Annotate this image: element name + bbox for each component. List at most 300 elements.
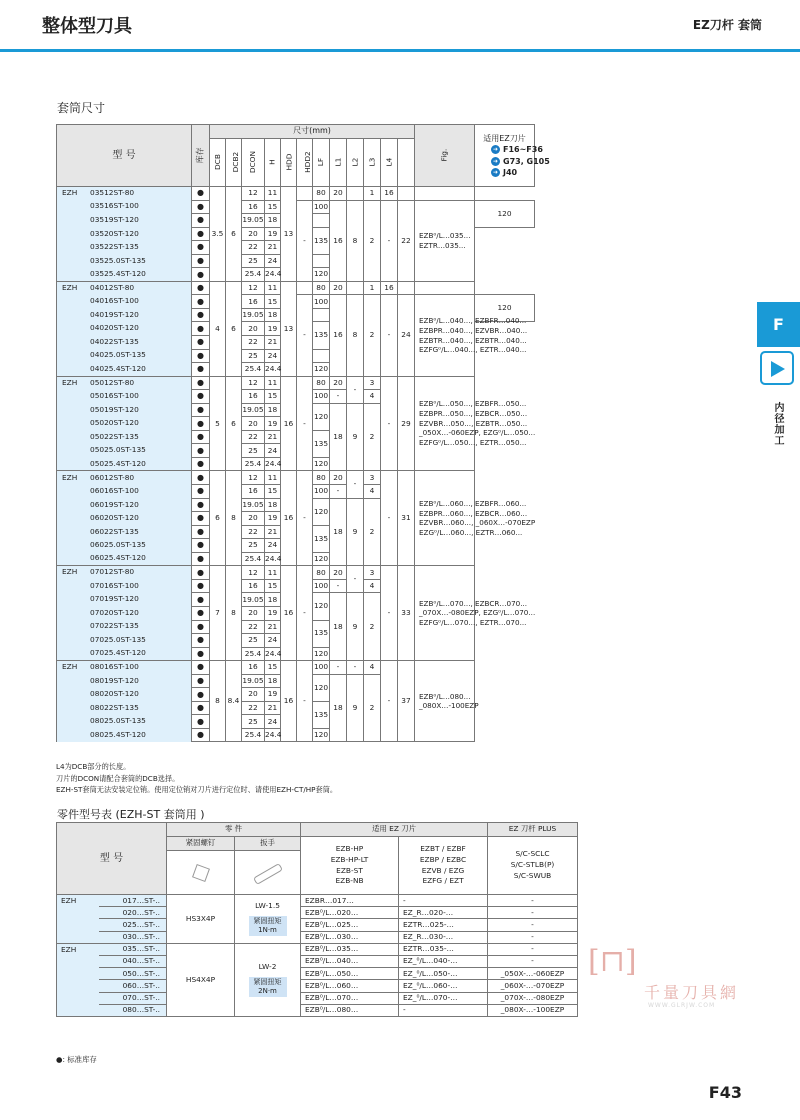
insert-line: EZB⁰/L…050..., EZBFR…050... xyxy=(419,399,527,409)
l2-header: L2 xyxy=(347,139,364,187)
model-cell: 03525.0ST-135 xyxy=(57,254,192,268)
parts-model-cell: 070…ST-.. xyxy=(99,992,167,1004)
dcon-cell: 25.4 xyxy=(242,363,265,377)
dcon-cell: 20 xyxy=(242,606,265,620)
l2-cell: - xyxy=(347,566,364,593)
dcon-header: DCON xyxy=(242,139,265,187)
lf-cell: 120 xyxy=(313,728,330,742)
hdd2-cell: - xyxy=(297,376,313,471)
h-cell: 24 xyxy=(265,539,281,553)
applies-b-cell: EZ_⁰/L…040-… xyxy=(399,955,488,967)
applies-b-cell: EZ_⁰/L…050-… xyxy=(399,968,488,980)
stock-dot: ● xyxy=(192,430,210,444)
insert-line: _080X…-100EZP xyxy=(419,701,479,711)
arrow-icon: ➜ xyxy=(492,168,499,176)
l3-cell: - xyxy=(381,295,398,376)
insert-line: EZBPR…040..., EZVBR…040... xyxy=(419,325,528,335)
h-cell: 15 xyxy=(265,579,281,593)
stock-dot: ● xyxy=(192,512,210,526)
l2-cell: - xyxy=(347,471,364,498)
l1-cell: 20 xyxy=(330,281,347,295)
h-cell: 24.4 xyxy=(265,363,281,377)
dcb2-cell: 6 xyxy=(226,376,242,471)
model-cell: 06025.4ST-120 xyxy=(57,552,192,566)
plus-cell: - xyxy=(488,895,578,907)
screw-icon xyxy=(167,851,235,895)
dcon-cell: 16 xyxy=(242,661,265,675)
applies-a-cell: EZBR…017… xyxy=(301,895,399,907)
torque-badge: 紧固扭矩 2N·m xyxy=(249,977,287,997)
stock-dot: ● xyxy=(192,254,210,268)
h-cell: 24 xyxy=(265,349,281,363)
section-tab-label: 内径加工 xyxy=(772,402,783,446)
screw-cell: HS3X4P xyxy=(167,895,235,944)
fig-cell: 4 xyxy=(364,390,381,404)
dcon-cell: 19.05 xyxy=(242,403,265,417)
parts-table xyxy=(56,822,578,1017)
h-cell: 24 xyxy=(265,634,281,648)
applies-b-cell: EZTR…035-… xyxy=(399,943,488,955)
insert-line: EZB⁰/L…060..., EZBFR…060... xyxy=(419,498,527,508)
dcon-cell: 19.05 xyxy=(242,308,265,322)
insert-cell xyxy=(415,471,536,566)
dcon-cell: 25 xyxy=(242,444,265,458)
l1-cell: 20 xyxy=(330,376,347,390)
hdd-cell: 16 xyxy=(281,661,297,742)
parts-prefix-cell xyxy=(57,955,99,967)
stock-dot: ● xyxy=(192,241,210,255)
l3-cell: - xyxy=(381,566,398,661)
watermark-logo-icon: [⊓] xyxy=(588,944,637,979)
l2-cell xyxy=(347,187,364,201)
dcon-cell: 20 xyxy=(242,227,265,241)
l4-cell: 37 xyxy=(398,661,415,742)
model-cell: EZH 03512ST-80 xyxy=(57,187,192,201)
model-cell: 03525.4ST-120 xyxy=(57,268,192,282)
dcon-cell: 25.4 xyxy=(242,552,265,566)
l1-cell: - xyxy=(330,390,347,404)
applies-a-cell: EZB⁰/L…035… xyxy=(301,943,399,955)
stock-dot: ● xyxy=(192,308,210,322)
lf-cell: 120 xyxy=(313,647,330,661)
l2-cell: 9 xyxy=(347,403,364,471)
parts-model-cell: 035…ST-.. xyxy=(99,943,167,955)
model-cell: EZH 08016ST-100 xyxy=(57,661,192,675)
dcb-cell: 5 xyxy=(210,376,226,471)
parts-model-cell: 080…ST-.. xyxy=(99,1004,167,1016)
h-cell: 18 xyxy=(265,498,281,512)
dcon-cell: 20 xyxy=(242,688,265,702)
dcon-cell: 16 xyxy=(242,579,265,593)
stock-dot: ● xyxy=(192,457,210,471)
h-cell: 24.4 xyxy=(265,728,281,742)
applies-a-cell: EZB⁰/L…025… xyxy=(301,919,399,931)
model-cell: 04019ST-120 xyxy=(57,308,192,322)
h-cell: 21 xyxy=(265,241,281,255)
wrench-icon xyxy=(235,851,301,895)
l2-cell: 8 xyxy=(347,200,364,281)
page-number: F43 xyxy=(708,1083,742,1102)
dcon-cell: 12 xyxy=(242,471,265,485)
insert-line: EZG⁰/L…060..., EZTR…060... xyxy=(419,528,523,538)
lf-cell: 80 xyxy=(313,187,330,201)
parts-row xyxy=(57,955,578,967)
h-cell: 24 xyxy=(265,444,281,458)
fig-cell: 4 xyxy=(364,485,381,499)
model-cell: 06025.0ST-135 xyxy=(57,539,192,553)
page-header xyxy=(0,0,800,52)
parts-row xyxy=(57,931,578,943)
stock-dot: ● xyxy=(192,214,210,228)
stock-dot: ● xyxy=(192,661,210,675)
screw-header: 紧固螺钉 xyxy=(167,837,235,851)
insert-cell xyxy=(415,661,479,742)
dcb-cell: 7 xyxy=(210,566,226,661)
fig-cell: 2 xyxy=(364,295,381,376)
fig-cell: 4 xyxy=(364,661,381,675)
model-cell: 07025.4ST-120 xyxy=(57,647,192,661)
hdd2-cell xyxy=(297,187,313,201)
stock-legend: ●: 标准库存 xyxy=(56,1055,97,1064)
l3-cell: 16 xyxy=(381,187,398,201)
dcb-header: DCB xyxy=(210,139,226,187)
dcon-cell: 22 xyxy=(242,525,265,539)
model-cell: 08022ST-135 xyxy=(57,701,192,715)
dcon-cell: 25.4 xyxy=(242,457,265,471)
stock-header: 库存 xyxy=(192,125,210,187)
lf-cell: 100 xyxy=(313,579,330,593)
parts-model-cell: 020…ST-.. xyxy=(99,907,167,919)
wrench-header: 扳手 xyxy=(235,837,301,851)
hdd2-cell xyxy=(297,281,313,295)
hdd2-cell: - xyxy=(297,471,313,566)
dcon-cell: 20 xyxy=(242,512,265,526)
arrow-icon: ➜ xyxy=(492,157,499,165)
fig-cell: 3 xyxy=(364,566,381,580)
insert-cell xyxy=(415,200,475,281)
model-cell: 07022ST-135 xyxy=(57,620,192,634)
lf-cell: 120 xyxy=(475,295,535,322)
fig-header: Fig. xyxy=(415,125,475,187)
l3-cell: 16 xyxy=(381,281,398,295)
l1-cell: 18 xyxy=(330,403,347,471)
h-cell: 18 xyxy=(265,403,281,417)
note-line: L4为DCB部分的长度。 xyxy=(56,762,131,771)
lf-cell: 100 xyxy=(313,295,330,309)
fig-cell: 2 xyxy=(364,200,381,281)
lf-cell: 135 xyxy=(313,322,330,349)
dcb2-cell: 8 xyxy=(226,471,242,566)
lf-cell: 135 xyxy=(313,525,330,552)
dcb2-cell: 8.4 xyxy=(226,661,242,742)
model-cell: 03520ST-120 xyxy=(57,227,192,241)
dcon-cell: 16 xyxy=(242,485,265,499)
lf-cell: 120 xyxy=(313,593,330,620)
parts-prefix-cell: EZH xyxy=(57,943,99,955)
model-cell: 07016ST-100 xyxy=(57,579,192,593)
h-cell: 18 xyxy=(265,308,281,322)
applies-b-cell: EZ_⁰/L…060-… xyxy=(399,980,488,992)
parts-prefix-cell xyxy=(57,980,99,992)
h-cell: 21 xyxy=(265,336,281,350)
lf-cell: 120 xyxy=(313,457,330,471)
applies-b-cell: EZTR…025-… xyxy=(399,919,488,931)
lf-cell: 100 xyxy=(313,485,330,499)
model-cell: 03522ST-135 xyxy=(57,241,192,255)
lf-cell: 100 xyxy=(313,200,330,214)
fig-cell: 1 xyxy=(364,187,381,201)
model-cell: 05025.0ST-135 xyxy=(57,444,192,458)
stock-dot: ● xyxy=(192,417,210,431)
lf-cell: 120 xyxy=(313,552,330,566)
parts-model-cell: 025…ST-.. xyxy=(99,919,167,931)
plus-cell: - xyxy=(488,907,578,919)
insert-line: EZB⁰/L…080... xyxy=(419,691,471,701)
h-cell: 24 xyxy=(265,254,281,268)
table-row xyxy=(57,281,535,295)
insert-line: EZBTR…040..., EZBTR…040... xyxy=(419,335,527,345)
fig-cell: 3 xyxy=(364,376,381,390)
stock-dot: ● xyxy=(192,363,210,377)
stock-dot: ● xyxy=(192,336,210,350)
lf-cell: 135 xyxy=(313,430,330,457)
model-cell: 08019ST-120 xyxy=(57,674,192,688)
stock-dot: ● xyxy=(192,187,210,201)
dcon-cell: 22 xyxy=(242,336,265,350)
stock-dot: ● xyxy=(192,390,210,404)
stock-dot: ● xyxy=(192,227,210,241)
lf-cell: 120 xyxy=(475,200,535,227)
h-cell: 24.4 xyxy=(265,457,281,471)
dcon-cell: 25 xyxy=(242,254,265,268)
model-cell: EZH 07012ST-80 xyxy=(57,566,192,580)
insert-line: EZFG⁰/L…040..., EZTR…040... xyxy=(419,345,527,355)
plus-col: S/C-SCLC S/C-STLB(P) S/C-SWUB xyxy=(488,837,578,895)
fig-cell: 4 xyxy=(364,579,381,593)
applies-b-cell: EZ_R…020-… xyxy=(399,907,488,919)
model-cell: 03519ST-120 xyxy=(57,214,192,228)
lf-cell: 120 xyxy=(313,268,330,282)
h-cell: 19 xyxy=(265,417,281,431)
h-cell: 11 xyxy=(265,471,281,485)
dcon-cell: 22 xyxy=(242,620,265,634)
dcon-cell: 12 xyxy=(242,187,265,201)
model-cell: 04025.0ST-135 xyxy=(57,349,192,363)
model-cell: 05020ST-120 xyxy=(57,417,192,431)
parts-prefix-cell: EZH xyxy=(57,895,99,907)
h-cell: 21 xyxy=(265,430,281,444)
h-header: H xyxy=(265,139,281,187)
model-cell: 04022ST-135 xyxy=(57,336,192,350)
section-tab-f[interactable]: F xyxy=(757,302,800,347)
stock-dot: ● xyxy=(192,566,210,580)
parts-row xyxy=(57,968,578,980)
stock-dot: ● xyxy=(192,444,210,458)
parts-prefix-cell xyxy=(57,919,99,931)
lf-cell: 120 xyxy=(313,403,330,430)
model-cell: 06019ST-120 xyxy=(57,498,192,512)
lf-cell: 80 xyxy=(313,566,330,580)
plus-cell: - xyxy=(488,931,578,943)
l1-cell: 20 xyxy=(330,471,347,485)
applies-col1: EZB-HP EZB-HP-LT EZB-ST EZB-NB xyxy=(301,837,399,895)
l2-cell xyxy=(347,281,364,295)
sleeve-rows xyxy=(57,187,535,742)
stock-dot: ● xyxy=(192,525,210,539)
model-cell: 07019ST-120 xyxy=(57,593,192,607)
l1-cell: 16 xyxy=(330,200,347,281)
applies-a-cell: EZB⁰/L…030… xyxy=(301,931,399,943)
plus-cell: - xyxy=(488,919,578,931)
insert-line: EZBPR…050..., EZBCR…050... xyxy=(419,408,528,418)
h-cell: 18 xyxy=(265,593,281,607)
stock-dot: ● xyxy=(192,552,210,566)
fig-cell: 3 xyxy=(364,471,381,485)
parts-model-cell: 050…ST-.. xyxy=(99,968,167,980)
model-cell: 08020ST-120 xyxy=(57,688,192,702)
dcon-cell: 16 xyxy=(242,200,265,214)
dcon-cell: 25.4 xyxy=(242,728,265,742)
parts-model-cell: 017…ST-.. xyxy=(99,895,167,907)
l1-cell: - xyxy=(330,485,347,499)
wrench-cell: LW-1.5 紧固扭矩 1N·m xyxy=(235,895,301,944)
note-line: EZH-ST套筒无法安装定位销。使用定位销对刀片进行定位时、请使用EZH-CT/HP套筒。 xyxy=(56,785,338,794)
torque-badge: 紧固扭矩 1N·m xyxy=(249,916,287,936)
hdd2-cell: - xyxy=(297,200,313,281)
parts-prefix-cell xyxy=(57,1004,99,1016)
parts-model-header: 型 号 xyxy=(57,823,167,895)
stock-dot: ● xyxy=(192,349,210,363)
model-cell: 06016ST-100 xyxy=(57,485,192,499)
fig-cell: 1 xyxy=(364,281,381,295)
parts-prefix-cell xyxy=(57,992,99,1004)
model-cell: 06020ST-120 xyxy=(57,512,192,526)
model-cell: 03516ST-100 xyxy=(57,200,192,214)
l3-cell: - xyxy=(381,376,398,471)
dcon-cell: 20 xyxy=(242,417,265,431)
lf-cell: 135 xyxy=(313,701,330,728)
dcb2-header: DCB2 xyxy=(226,139,242,187)
fig-cell: 2 xyxy=(364,403,381,471)
parts-row xyxy=(57,895,578,907)
applies-a-cell: EZB⁰/L…020… xyxy=(301,907,399,919)
l1-cell: 16 xyxy=(330,295,347,376)
screw-cell: HS4X4P xyxy=(167,943,235,1016)
parts-model-cell: 060…ST-.. xyxy=(99,980,167,992)
model-cell: EZH 05012ST-80 xyxy=(57,376,192,390)
dcb-cell: 8 xyxy=(210,661,226,742)
parts-row xyxy=(57,980,578,992)
insert-cell xyxy=(415,281,475,295)
table-notes xyxy=(56,761,337,796)
h-cell: 19 xyxy=(265,606,281,620)
hdd-cell: 13 xyxy=(281,281,297,376)
stock-dot: ● xyxy=(192,701,210,715)
model-cell: 04016ST-100 xyxy=(57,295,192,309)
h-cell: 11 xyxy=(265,566,281,580)
lf-cell: 120 xyxy=(313,674,330,701)
plus-cell: _050X-…-060EZP xyxy=(488,968,578,980)
dcon-cell: 19.05 xyxy=(242,498,265,512)
model-cell: 08025.4ST-120 xyxy=(57,728,192,742)
hdd-cell: 13 xyxy=(281,187,297,282)
stock-dot: ● xyxy=(192,593,210,607)
l2-cell: 9 xyxy=(347,498,364,566)
table-row xyxy=(57,187,535,201)
stock-dot: ● xyxy=(192,485,210,499)
stock-dot: ● xyxy=(192,579,210,593)
l2-cell: - xyxy=(347,661,364,675)
hdd-cell: 16 xyxy=(281,376,297,471)
applies-col2: EZBT / EZBF EZBP / EZBC EZVB / EZG EZFG / EZT xyxy=(399,837,488,895)
l3-cell: - xyxy=(381,200,398,281)
h-cell: 11 xyxy=(265,187,281,201)
boring-icon xyxy=(760,351,794,385)
l3-cell: - xyxy=(381,661,398,742)
applies-a-cell: EZB⁰/L…060… xyxy=(301,980,399,992)
hdd-header: HDD xyxy=(281,139,297,187)
insert-line: _070X…-080EZP, EZG⁰/L…070... xyxy=(419,608,536,618)
plus-cell: _080X-…-100EZP xyxy=(488,1004,578,1016)
insert-line: EZB⁰/L…070..., EZBCR…070... xyxy=(419,598,528,608)
l4-header: L4 xyxy=(381,139,398,187)
applies-b-cell: EZ_⁰/L…070-… xyxy=(399,992,488,1004)
parts-row xyxy=(57,919,578,931)
l3-cell: - xyxy=(381,471,398,566)
h-cell: 19 xyxy=(265,688,281,702)
h-cell: 21 xyxy=(265,701,281,715)
l2-cell: - xyxy=(347,376,364,403)
h-cell: 15 xyxy=(265,200,281,214)
parts-prefix-cell xyxy=(57,907,99,919)
h-cell: 24.4 xyxy=(265,268,281,282)
stock-dot: ● xyxy=(192,281,210,295)
parts-row xyxy=(57,992,578,1004)
hdd2-cell: - xyxy=(297,295,313,376)
h-cell: 18 xyxy=(265,214,281,228)
dcon-cell: 16 xyxy=(242,295,265,309)
parts-prefix-cell xyxy=(57,968,99,980)
page-title: 整体型刀具 xyxy=(42,16,132,37)
stock-dot: ● xyxy=(192,322,210,336)
lf-cell: 80 xyxy=(313,376,330,390)
table-row xyxy=(57,471,535,485)
applies-b-cell: - xyxy=(399,895,488,907)
h-cell: 15 xyxy=(265,485,281,499)
fig-cell: 2 xyxy=(364,593,381,661)
stock-dot: ● xyxy=(192,471,210,485)
dcon-cell: 19.05 xyxy=(242,593,265,607)
parts-row xyxy=(57,943,578,955)
fig-cell: 2 xyxy=(364,498,381,566)
h-cell: 15 xyxy=(265,295,281,309)
parts-row xyxy=(57,1004,578,1016)
applies-header: 适用EZ刀片 ➜ F16~F36 ➜ G73, G105 ➜ J40 xyxy=(475,125,535,187)
l4-cell: 24 xyxy=(398,295,415,376)
lf-cell: 135 xyxy=(313,620,330,647)
l1-header: L1 xyxy=(330,139,347,187)
table-row xyxy=(57,661,535,675)
hdd2-cell: - xyxy=(297,566,313,661)
h-cell: 24 xyxy=(265,715,281,729)
sleeve-dimension-table xyxy=(56,124,550,742)
stock-dot: ● xyxy=(192,498,210,512)
l2-cell: 9 xyxy=(347,674,364,742)
series-title: EZ刀杆 套筒 xyxy=(692,18,762,32)
stock-dot: ● xyxy=(192,634,210,648)
stock-dot: ● xyxy=(192,606,210,620)
lf-cell: 80 xyxy=(313,281,330,295)
